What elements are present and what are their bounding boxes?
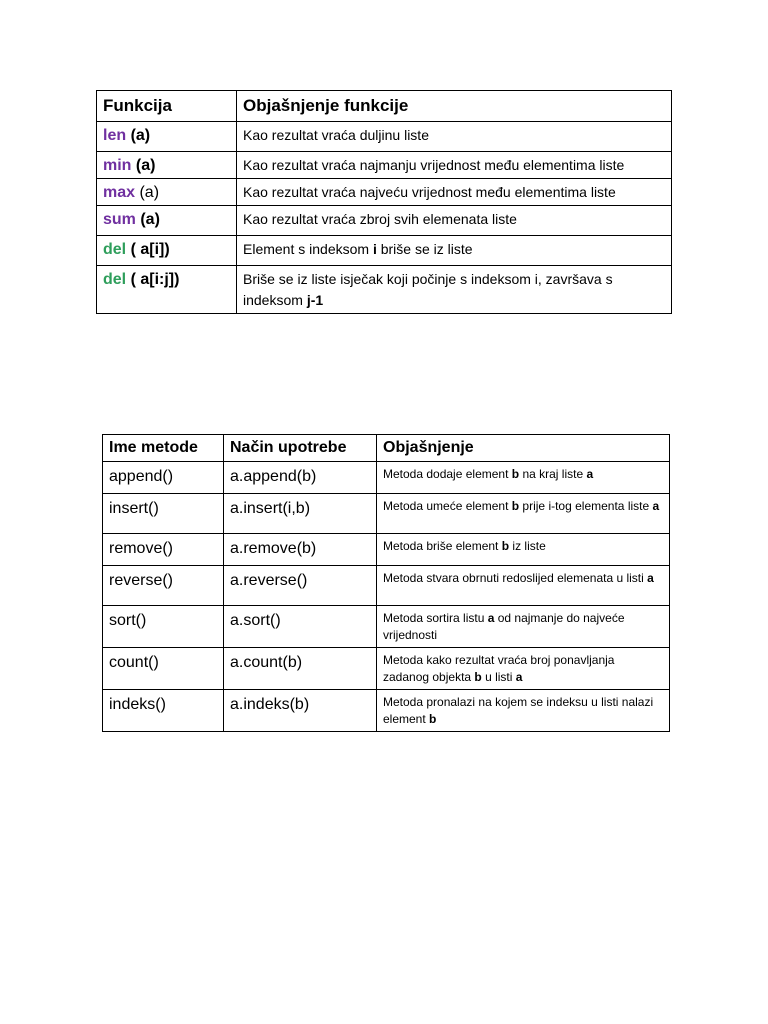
desc-text: Metoda umeće element <box>383 499 512 513</box>
desc-text: Metoda briše element <box>383 539 502 553</box>
functions-table <box>96 90 672 314</box>
function-name: min <box>103 157 132 174</box>
function-desc: Kao rezultat vraća najveću vrijednost među elementima liste <box>237 179 672 206</box>
function-cell <box>97 122 237 152</box>
desc-bold: b <box>474 670 482 684</box>
table-row <box>103 534 670 566</box>
method-usage: a.reverse() <box>224 566 377 606</box>
table-row <box>103 566 670 606</box>
desc-bold: a <box>586 467 594 481</box>
method-name: remove() <box>103 534 224 566</box>
desc-text: Briše se iz liste isječak koji počinje s indeksom i, završava s indeksom <box>243 271 613 308</box>
desc-text: Metoda pronalazi na kojem se indeksu u listi nalazi element <box>383 695 654 726</box>
method-name: count() <box>103 648 224 690</box>
method-desc <box>377 534 670 566</box>
desc-text: u listi <box>481 670 516 684</box>
table-row <box>97 122 672 152</box>
table-row <box>97 266 672 314</box>
function-name: del <box>103 271 127 288</box>
header-usage: Način upotrebe <box>224 435 377 462</box>
desc-bold: b <box>511 467 520 481</box>
function-cell <box>97 152 237 179</box>
function-desc <box>237 266 672 314</box>
desc-text: Metoda stvara obrnuti redoslijed elemenata u listi <box>383 571 648 585</box>
function-cell <box>97 179 237 206</box>
desc-text: briše se iz liste <box>376 241 473 257</box>
method-name: insert() <box>103 494 224 534</box>
desc-bold: b <box>429 712 437 726</box>
table-row <box>103 690 670 732</box>
method-usage: a.insert(i,b) <box>224 494 377 534</box>
method-usage: a.sort() <box>224 606 377 648</box>
desc-text: Metoda sortira listu <box>383 611 488 625</box>
header-explanation: Objašnjenje funkcije <box>237 91 672 122</box>
desc-bold: a <box>647 571 654 585</box>
method-desc <box>377 690 670 732</box>
table-row <box>103 648 670 690</box>
desc-bold: a <box>487 611 495 625</box>
table-row <box>97 152 672 179</box>
method-usage: a.indeks(b) <box>224 690 377 732</box>
table-row <box>103 462 670 494</box>
desc-bold: i <box>372 241 377 257</box>
function-desc: Kao rezultat vraća duljinu liste <box>237 122 672 152</box>
method-usage: a.count(b) <box>224 648 377 690</box>
header-explanation: Objašnjenje <box>377 435 670 462</box>
function-name: del <box>103 241 127 258</box>
desc-text: Element s indeksom <box>243 241 373 257</box>
function-arg: ( a[i:j]) <box>126 271 180 288</box>
function-name: len <box>103 127 127 144</box>
desc-bold: j-1 <box>306 292 324 308</box>
method-desc <box>377 566 670 606</box>
desc-bold: a <box>652 499 660 513</box>
desc-text: od najmanje do najveće vrijednosti <box>383 611 625 642</box>
function-arg: (a) <box>135 184 160 201</box>
table-row <box>97 179 672 206</box>
method-name: sort() <box>103 606 224 648</box>
function-name: max <box>103 184 136 201</box>
desc-bold: b <box>501 539 510 553</box>
function-arg: (a) <box>131 157 156 174</box>
function-desc: Kao rezultat vraća najmanju vrijednost među elementima liste <box>237 152 672 179</box>
function-desc: Kao rezultat vraća zbroj svih elemenata liste <box>237 206 672 236</box>
table-header-row <box>103 435 670 462</box>
desc-text: na kraj liste <box>519 467 587 481</box>
method-usage: a.append(b) <box>224 462 377 494</box>
method-desc <box>377 494 670 534</box>
method-usage: a.remove(b) <box>224 534 377 566</box>
method-name: reverse() <box>103 566 224 606</box>
method-name: indeks() <box>103 690 224 732</box>
table-row <box>97 206 672 236</box>
table-row <box>97 236 672 266</box>
function-cell <box>97 236 237 266</box>
table-header-row <box>97 91 672 122</box>
method-name: append() <box>103 462 224 494</box>
method-desc <box>377 606 670 648</box>
desc-text: prije i-tog elementa liste <box>519 499 653 513</box>
function-cell <box>97 266 237 314</box>
header-method: Ime metode <box>103 435 224 462</box>
header-function: Funkcija <box>97 91 237 122</box>
function-arg: (a) <box>126 127 151 144</box>
desc-bold: a <box>515 670 523 684</box>
table-row <box>103 494 670 534</box>
function-arg: ( a[i]) <box>126 241 170 258</box>
method-desc <box>377 462 670 494</box>
desc-text: Metoda kako rezultat vraća broj ponavljanja zadanog objekta <box>383 653 615 684</box>
desc-text: iz liste <box>509 539 546 553</box>
function-desc <box>237 236 672 266</box>
function-arg: (a) <box>135 211 160 228</box>
desc-bold: b <box>511 499 520 513</box>
function-cell <box>97 206 237 236</box>
desc-text: Metoda dodaje element <box>383 467 512 481</box>
function-name: sum <box>103 211 136 228</box>
table-row <box>103 606 670 648</box>
methods-table <box>102 434 670 732</box>
method-desc <box>377 648 670 690</box>
